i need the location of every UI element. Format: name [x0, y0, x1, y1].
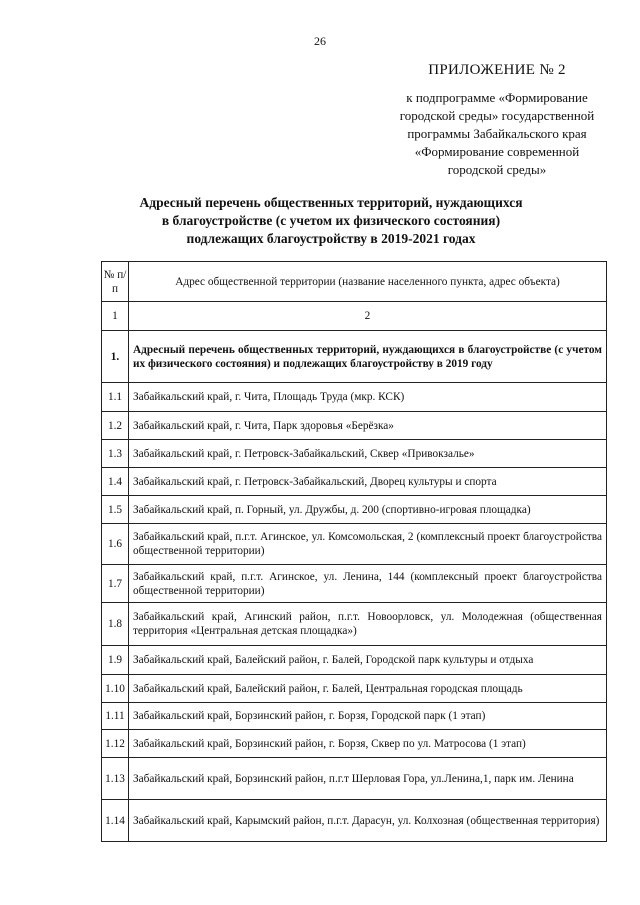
table-row [102, 703, 607, 730]
row-num-cell: 1.10 [102, 675, 129, 703]
row-address-cell: Забайкальский край, г. Чита, Парк здоровья «Берёзка» [129, 412, 607, 440]
row-num-cell: 1.5 [102, 496, 129, 524]
row-num-cell: 1.7 [102, 565, 129, 603]
appendix-title: ПРИЛОЖЕНИЕ № 2 [428, 62, 566, 78]
row-address-cell: Забайкальский край, Борзинский район, п.г.т Шерловая Гора, ул.Ленина,1, парк им. Ленина [129, 758, 607, 800]
table-index-row [102, 302, 607, 331]
page-number: 26 [314, 34, 326, 48]
table-row [102, 730, 607, 758]
appendix-line: программы Забайкальского края [407, 126, 587, 141]
row-num-cell: 1.14 [102, 800, 129, 842]
index-num-cell: 1 [102, 302, 129, 331]
row-num-cell: 1.3 [102, 440, 129, 468]
index-address-cell: 2 [129, 302, 607, 331]
row-address-cell: Забайкальский край, Борзинский район, г. Борзя, Городской парк (1 этап) [129, 703, 607, 730]
title-line: в благоустройстве (с учетом их физического состояния) [161, 213, 501, 228]
section-text-cell: Адресный перечень общественных территорий, нуждающихся в благоустройстве (с учетом их физического состояния) и подлежащих благоустройству в 2019 году [129, 331, 607, 383]
row-num-cell: 1.12 [102, 730, 129, 758]
table-row [102, 524, 607, 565]
appendix-line: городской среды» государственной [399, 108, 595, 123]
address-table [101, 261, 607, 842]
row-address-cell: Забайкальский край, Балейский район, г. Балей, Центральная городская площадь [129, 675, 607, 703]
row-address-cell: Забайкальский край, п. Горный, ул. Дружбы, д. 200 (спортивно-игровая площадка) [129, 496, 607, 524]
row-address-cell: Забайкальский край, г. Петровск-Забайкальский, Сквер «Привокзалье» [129, 440, 607, 468]
appendix-line: «Формирование современной [414, 144, 580, 159]
table-row [102, 565, 607, 603]
row-num-cell: 1.1 [102, 383, 129, 412]
table-row [102, 468, 607, 496]
row-address-cell: Забайкальский край, п.г.т. Агинское, ул. Ленина, 144 (комплексный проект благоустройства общественной территории) [129, 565, 607, 603]
row-address-cell: Забайкальский край, Борзинский район, г. Борзя, Сквер по ул. Матросова (1 этап) [129, 730, 607, 758]
row-num-cell: 1.13 [102, 758, 129, 800]
table-row [102, 383, 607, 412]
row-address-cell: Забайкальский край, п.г.т. Агинское, ул. Комсомольская, 2 (комплексный проект благоустройства общественной территории) [129, 524, 607, 565]
appendix-line: к подпрограмме «Формирование [406, 90, 588, 105]
row-address-cell: Забайкальский край, Агинский район, п.г.т. Новоорловск, ул. Молодежная (общественная территория «Центральная детская площадка») [129, 603, 607, 646]
section-num-cell: 1. [102, 331, 129, 383]
table-row [102, 440, 607, 468]
row-num-cell: 1.11 [102, 703, 129, 730]
row-address-cell: Забайкальский край, Балейский район, г. Балей, Городской парк культуры и отдыха [129, 646, 607, 675]
table-row [102, 496, 607, 524]
table-header-row [102, 262, 607, 302]
table-row [102, 758, 607, 800]
section-row [102, 331, 607, 383]
row-num-cell: 1.8 [102, 603, 129, 646]
table-row [102, 412, 607, 440]
appendix-line: городской среды» [447, 162, 547, 177]
row-num-cell: 1.2 [102, 412, 129, 440]
header-address-cell: Адрес общественной территории (название населенного пункта, адрес объекта) [129, 262, 607, 302]
table-row [102, 675, 607, 703]
row-num-cell: 1.9 [102, 646, 129, 675]
appendix-block [372, 62, 622, 179]
document-title [96, 194, 566, 248]
title-line: Адресный перечень общественных территорий, нуждающихся [139, 195, 523, 210]
title-line: подлежащих благоустройству в 2019-2021 годах [186, 231, 476, 246]
row-num-cell: 1.6 [102, 524, 129, 565]
table-row [102, 603, 607, 646]
table-row [102, 646, 607, 675]
header-num-cell: № п/п [102, 262, 129, 302]
table-row [102, 800, 607, 842]
row-address-cell: Забайкальский край, г. Чита, Площадь Труда (мкр. КСК) [129, 383, 607, 412]
row-address-cell: Забайкальский край, г. Петровск-Забайкальский, Дворец культуры и спорта [129, 468, 607, 496]
row-num-cell: 1.4 [102, 468, 129, 496]
row-address-cell: Забайкальский край, Карымский район, п.г.т. Дарасун, ул. Колхозная (общественная территория) [129, 800, 607, 842]
